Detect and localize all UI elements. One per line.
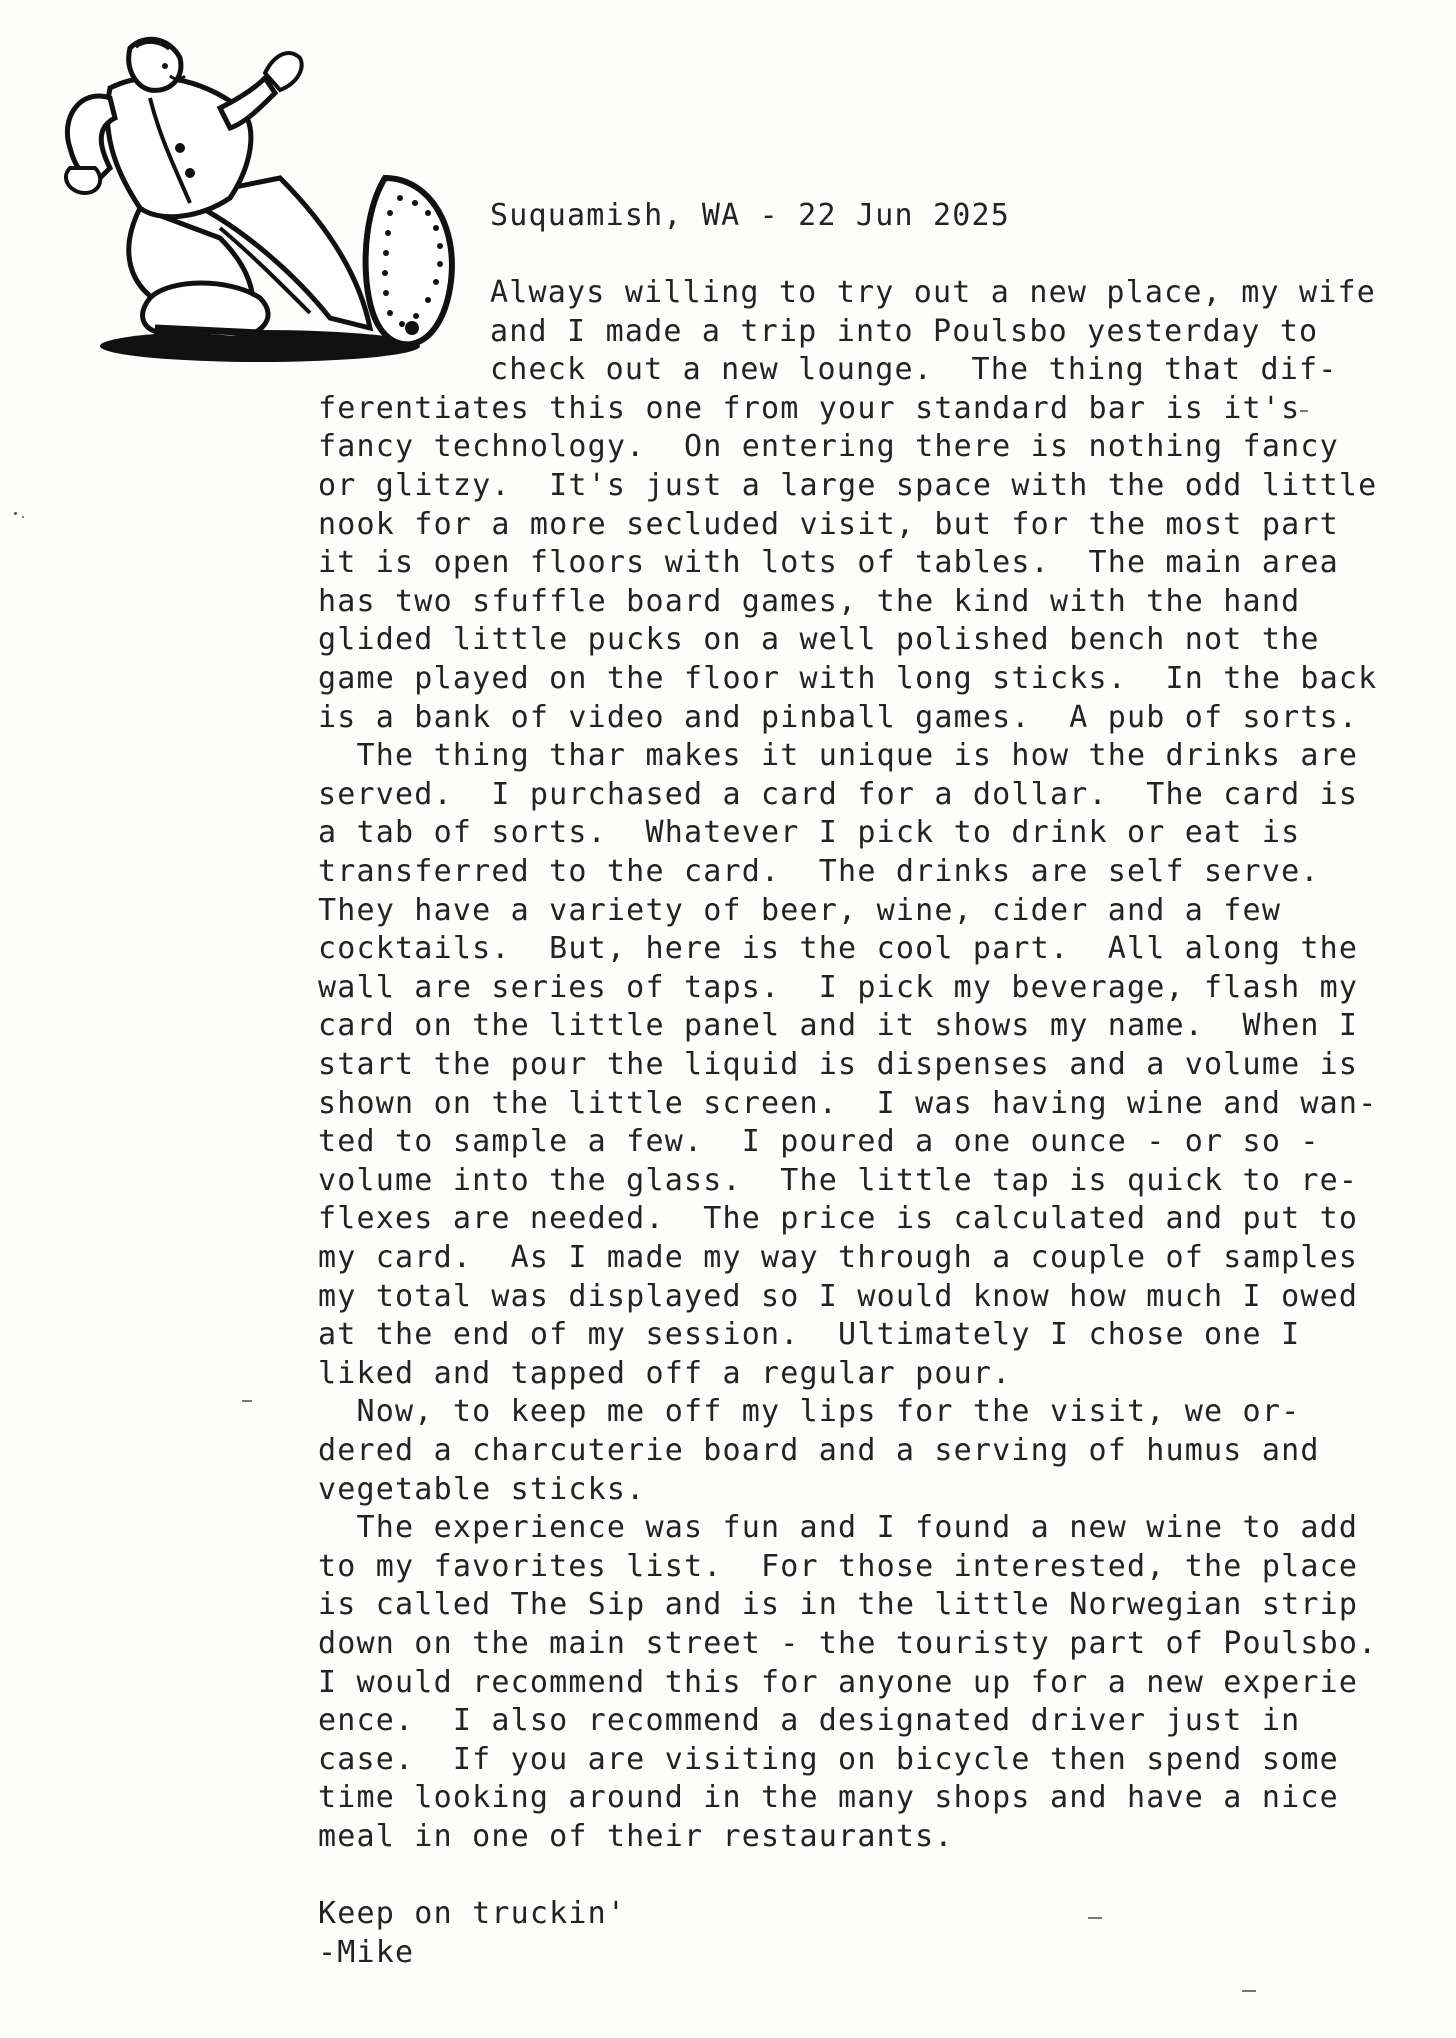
letter-line: The experience was fun and I found a new wine to add [318, 1510, 1359, 1546]
letter-line: volume into the glass. The little tap is quick to re- [318, 1162, 1359, 1198]
letter-line: transferred to the card. The drinks are self serve. [318, 854, 1320, 889]
scan-speck [22, 516, 24, 518]
letter-line: at the end of my session. Ultimately I chose one I [318, 1317, 1301, 1353]
letter-line: ferentiates this one from your standard bar is it's [318, 390, 1301, 426]
letter-line: card on the little panel and it shows my name. When I [318, 1008, 1359, 1044]
letter-line: fancy technology. On entering there is nothing fancy [318, 429, 1339, 465]
letter-line: Now, to keep me off my lips for the visit, we or- [318, 1394, 1301, 1430]
letter-line: served. I purchased a card for a dollar. The card is [318, 776, 1359, 812]
letter-line: has two sfuffle board games, the kind with the hand [318, 583, 1301, 619]
letter-line: my card. As I made my way through a couple of samples [318, 1240, 1359, 1275]
letter-line: time looking around in the many shops and have a nice [318, 1780, 1339, 1816]
letter-line: down on the main street - the touristy part of Poulsbo. [318, 1626, 1378, 1661]
letter-line: vegetable sticks. [318, 1471, 646, 1507]
letter-line: ence. I also recommend a designated driver just in [318, 1703, 1301, 1739]
letter-line: start the pour the liquid is dispenses and a volume is [318, 1047, 1359, 1082]
letter-line: a tab of sorts. Whatever I pick to drink or eat is [318, 815, 1301, 851]
letter-line: case. If you are visiting on bicycle then spend some [318, 1741, 1339, 1777]
letter-line: game played on the floor with long sticks. In the back [318, 661, 1378, 696]
letter-line: The thing thar makes it unique is how the drinks are [318, 738, 1359, 774]
letter-line: They have a variety of beer, wine, cider and a few [318, 892, 1282, 928]
keep-on-truckin-figure-icon [30, 28, 480, 368]
letter-line: shown on the little screen. I was having wine and wan- [318, 1085, 1378, 1121]
letter-line: nook for a more secluded visit, but for the most part [318, 506, 1339, 542]
letter-line: dered a charcuterie board and a serving of humus and [318, 1433, 1320, 1468]
letter-line: it is open floors with lots of tables. The main area [318, 545, 1339, 581]
scan-mark [242, 1400, 252, 1402]
letter-line: cocktails. But, here is the cool part. All along the [318, 931, 1359, 967]
signature: -Mike [318, 1934, 415, 1970]
letter-line: flexes are needed. The price is calculated and put to [318, 1201, 1359, 1237]
letter-line: ted to sample a few. I poured a one ounce - or so - [318, 1124, 1320, 1160]
letter-line: is a bank of video and pinball games. A pub of sorts. [318, 699, 1359, 735]
letter-line: I would recommend this for anyone up for a new experie [318, 1664, 1359, 1700]
scan-mark [1242, 1990, 1256, 1992]
letter-line: meal in one of their restaurants. [318, 1819, 954, 1854]
dateline: Suquamish, WA - 22 Jun 2025 [490, 198, 1011, 233]
letter-line: wall are series of taps. I pick my beverage, flash my [318, 969, 1359, 1005]
letter-line: check out a new lounge. The thing that dif- [490, 352, 1338, 388]
letter-line: glided little pucks on a well polished bench not the [318, 622, 1320, 658]
letter-line: or glitzy. It's just a large space with the odd little [318, 468, 1378, 503]
scan-mark [1088, 1917, 1102, 1919]
letter-line: is called The Sip and is in the little Norwegian strip [318, 1587, 1359, 1623]
closing: Keep on truckin' [318, 1896, 627, 1932]
letter-line: liked and tapped off a regular pour. [318, 1355, 1012, 1391]
scan-mark [1300, 410, 1308, 412]
letter-line: and I made a trip into Poulsbo yesterday to [490, 313, 1319, 349]
letter-line: my total was displayed so I would know how much I owed [318, 1278, 1359, 1314]
scan-speck [14, 512, 17, 515]
letter-line: Always willing to try out a new place, my wife [490, 275, 1377, 310]
letter-line: to my favorites list. For those interested, the place [318, 1548, 1359, 1584]
